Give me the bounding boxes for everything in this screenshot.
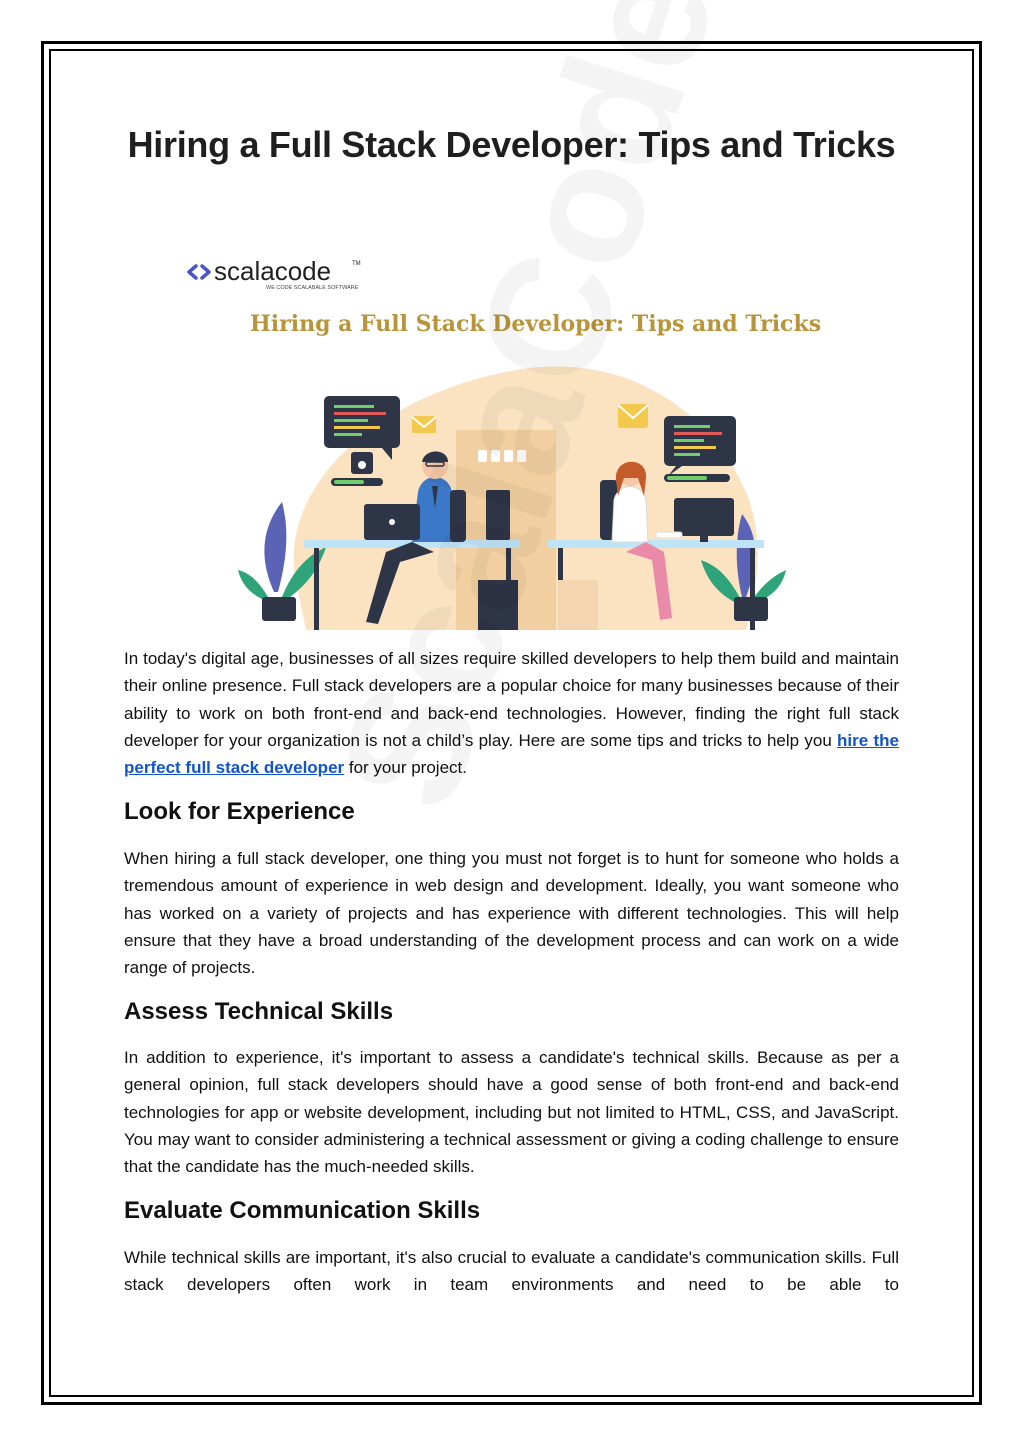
scalacode-logo [189, 256, 361, 291]
section-heading-experience: Look for Experience [124, 798, 355, 825]
section-heading-communication-skills: Evaluate Communication Skills [124, 1197, 481, 1224]
logo-tagline: WE CODE SCALABALE SOFTWARE [266, 285, 359, 291]
mail-icon-right [618, 404, 648, 428]
progress-bar-left-icon [331, 478, 383, 486]
logo-tm: TM [352, 261, 361, 267]
monitor-icon [674, 498, 734, 536]
banner-heading: Hiring a Full Stack Developer: Tips and Tricks [250, 311, 822, 337]
section-body-technical-skills: In addition to experience, it's important to assess a candidate's technical skills. Because as per a general opinion, full stack developers should have a good sense of both front-end and back-end technologies for app or website development, including but not limited to HTML, CSS, and JavaScript. You may want to consider administering a technical assessment or giving a coding challenge to ensure that the candidate has the much-needed skills. [124, 1048, 899, 1177]
keyboard-icon [656, 532, 682, 538]
progress-bar-right-icon [664, 474, 730, 482]
section-heading-technical-skills: Assess Technical Skills [124, 998, 394, 1025]
mail-icon-left [412, 416, 436, 433]
logo-text: scalacode [214, 256, 332, 286]
hire-developer-link[interactable]: hire the perfect full stack developer [124, 730, 899, 778]
pc-tower-icon [486, 490, 510, 540]
intro-text-after-link: for your project. [344, 758, 467, 778]
page-title: Hiring a Full Stack Developer: Tips and Tricks [127, 124, 896, 165]
banner-image [186, 252, 826, 630]
intro-paragraph [124, 645, 899, 781]
chair-left [450, 490, 466, 542]
intro-text-before-link: In today's digital age, businesses of all sizes require skilled developers to help them build and maintain their online presence. Full stack developers are a popular choice for many businesses because of their ability to work on both front-end and back-end technologies. However, finding the right full stack developer for your organization is not a child’s play. Here are some tips and tricks to help you [124, 649, 899, 750]
floppy-icon [351, 452, 373, 474]
cabinet-right [558, 580, 598, 630]
cabinet-left [478, 580, 518, 630]
section-body-communication-skills: While technical skills are important, it's also crucial to evaluate a candidate's communication skills. Full stack developers often work in team environments and need to be able to [124, 1248, 899, 1295]
section-body-experience: When hiring a full stack developer, one thing you must not forget is to hunt for someone who holds a tremendous amount of experience in web design and development. Ideally, you want someone who has worked on a variety of projects and has experience with different technologies. This will help ensure that they have a broad understanding of the development process and can work on a wide range of projects. [124, 849, 899, 978]
